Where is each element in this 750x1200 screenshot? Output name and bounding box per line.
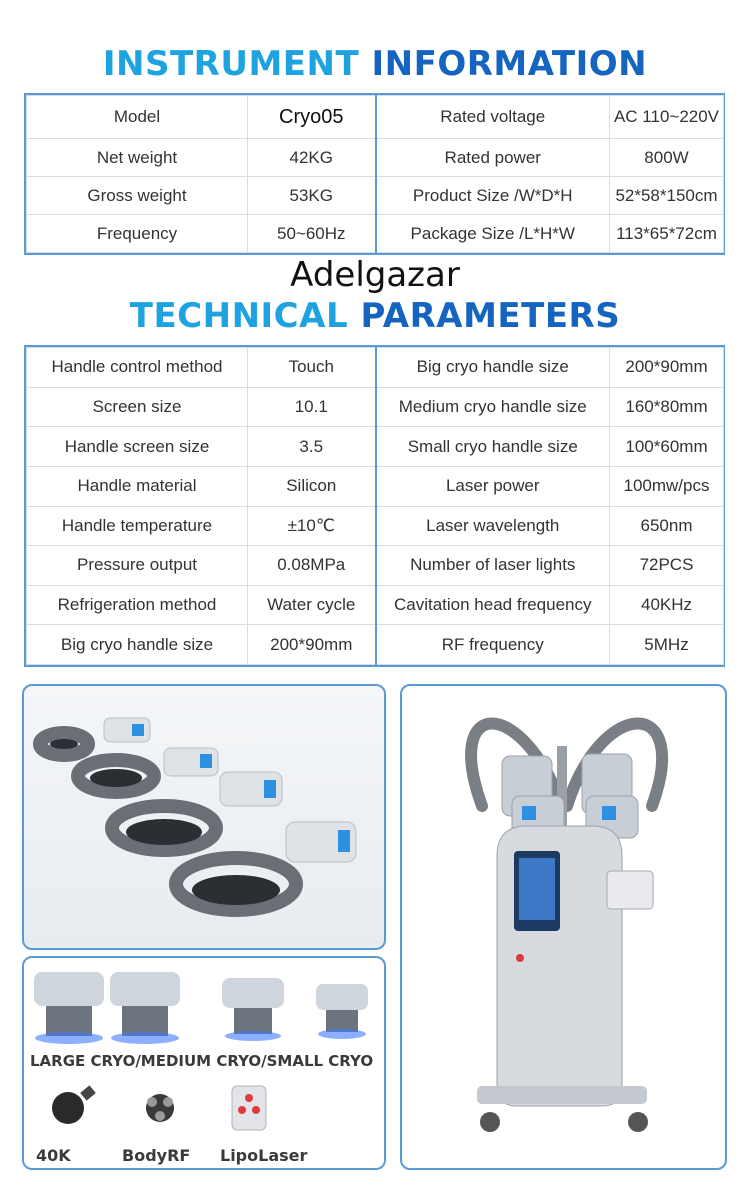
param-label: Handle temperature — [27, 506, 248, 546]
param-label: Laser wavelength — [376, 506, 610, 546]
table-row — [27, 585, 724, 625]
param-label: Handle material — [27, 466, 248, 506]
table-row — [27, 466, 724, 506]
cryo-size-label: LARGE CRYO/MEDIUM CRYO/SMALL CRYO — [30, 1052, 374, 1070]
table-row — [27, 625, 724, 665]
param-value: 160*80mm — [610, 387, 724, 427]
param-label: Screen size — [27, 387, 248, 427]
param-label: Rated voltage — [376, 96, 610, 139]
param-value: 800W — [610, 139, 724, 177]
param-label: Number of laser lights — [376, 546, 610, 586]
param-label: Frequency — [27, 215, 248, 253]
technical-parameters-table — [24, 345, 725, 667]
table-row — [27, 348, 724, 388]
param-label: Big cryo handle size — [27, 625, 248, 665]
technical-parameters-heading — [0, 296, 750, 336]
param-label: Handle control method — [27, 348, 248, 388]
table-row — [27, 139, 724, 177]
param-value: ±10℃ — [248, 506, 376, 546]
param-label: Rated power — [376, 139, 610, 177]
param-value: Water cycle — [248, 585, 376, 625]
param-value: 0.08MPa — [248, 546, 376, 586]
cryo-handles-illustration — [24, 686, 384, 948]
adelgazar-title: Adelgazar — [290, 255, 460, 295]
param-value: 100mw/pcs — [610, 466, 724, 506]
param-label: RF frequency — [376, 625, 610, 665]
param-label: Net weight — [27, 139, 248, 177]
param-value: 200*90mm — [248, 625, 376, 665]
param-label: Handle screen size — [27, 427, 248, 467]
param-label: Cavitation head frequency — [376, 585, 610, 625]
param-value: Cryo05 — [248, 96, 376, 139]
param-value: 40KHz — [610, 585, 724, 625]
instrument-information-table — [24, 93, 725, 255]
param-label: Product Size /W*D*H — [376, 177, 610, 215]
param-label: Medium cryo handle size — [376, 387, 610, 427]
table-row — [27, 96, 724, 139]
param-value: 650nm — [610, 506, 724, 546]
table-row — [27, 387, 724, 427]
handles-photo — [22, 684, 386, 950]
param-value: Touch — [248, 348, 376, 388]
lipolaser-label: LipoLaser — [220, 1146, 308, 1165]
bodyrf-label: BodyRF — [122, 1146, 191, 1165]
table-row — [27, 427, 724, 467]
table-row — [27, 546, 724, 586]
param-label: Pressure output — [27, 546, 248, 586]
param-label: Package Size /L*H*W — [376, 215, 610, 253]
param-value: 42KG — [248, 139, 376, 177]
table-row — [27, 506, 724, 546]
param-value: 3.5 — [248, 427, 376, 467]
param-value: 72PCS — [610, 546, 724, 586]
heading-word-1: TECHNICAL — [129, 296, 349, 336]
param-label: Laser power — [376, 466, 610, 506]
param-value: 10.1 — [248, 387, 376, 427]
handle-options-panel — [22, 956, 386, 1170]
param-label: Model — [27, 96, 248, 139]
param-value: 53KG — [248, 177, 376, 215]
param-value: AC 110~220V — [610, 96, 724, 139]
param-label: Gross weight — [27, 177, 248, 215]
param-label: Small cryo handle size — [376, 427, 610, 467]
param-value: 100*60mm — [610, 427, 724, 467]
40k-label: 40K — [36, 1146, 71, 1165]
heading-word-2: PARAMETERS — [360, 296, 621, 336]
machine-photo — [400, 684, 727, 1170]
param-label: Big cryo handle size — [376, 348, 610, 388]
heading-word-2: INFORMATION — [371, 44, 648, 84]
param-value: 50~60Hz — [248, 215, 376, 253]
param-label: Refrigeration method — [27, 585, 248, 625]
param-value: Silicon — [248, 466, 376, 506]
param-value: 200*90mm — [610, 348, 724, 388]
heading-word-1: INSTRUMENT — [102, 44, 360, 84]
param-value: 5MHz — [610, 625, 724, 665]
table-row — [27, 177, 724, 215]
table-row — [27, 215, 724, 253]
instrument-information-heading — [0, 44, 750, 84]
param-value: 113*65*72cm — [610, 215, 724, 253]
param-value: 52*58*150cm — [610, 177, 724, 215]
cryo-machine-illustration — [402, 686, 725, 1168]
